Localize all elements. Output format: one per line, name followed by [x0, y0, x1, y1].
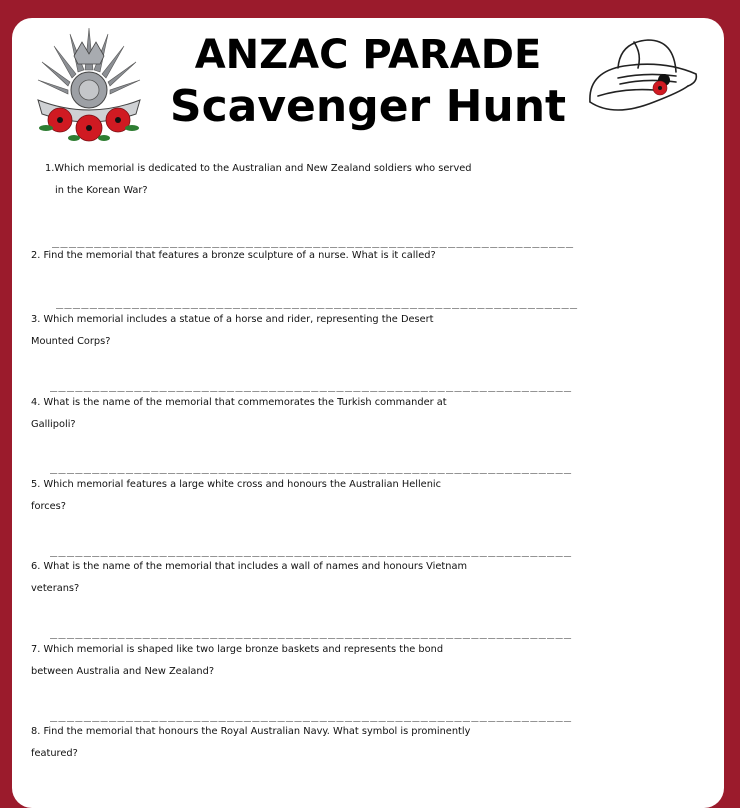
question-1 — [45, 158, 724, 202]
question-3 — [31, 309, 724, 353]
question-3-line-1: 3. Which memorial includes a statue of a horse and rider, representing the Desert — [31, 314, 434, 325]
question-1-line-1: 1.Which memorial is dedicated to the Australian and New Zealand soldiers who served — [45, 163, 472, 174]
title-line-2: Scavenger Hunt — [169, 81, 567, 132]
question-6-line-1: 6. What is the name of the memorial that includes a wall of names and honours Vietnam — [31, 561, 468, 572]
question-8-line-2: featured? — [31, 748, 78, 759]
answer-line-4[interactable]: ______________________________________________________________ — [50, 460, 573, 474]
rising-sun-crest-icon — [30, 24, 148, 144]
question-4 — [31, 392, 724, 436]
page-title — [162, 30, 574, 134]
title-line-1: ANZAC PARADE — [194, 32, 542, 78]
question-3-line-2: Mounted Corps? — [31, 336, 111, 347]
question-5-line-2: forces? — [31, 501, 66, 512]
answer-line-5[interactable]: ______________________________________________________________ — [50, 543, 573, 557]
answer-line-3[interactable]: ______________________________________________________________ — [50, 378, 573, 392]
question-8 — [31, 721, 724, 765]
question-5 — [31, 474, 724, 518]
slouch-hat-icon — [584, 32, 702, 132]
question-2 — [31, 245, 724, 267]
answer-line-7[interactable]: ______________________________________________________________ — [50, 708, 573, 722]
answer-line-6[interactable]: ______________________________________________________________ — [50, 625, 573, 639]
worksheet — [12, 18, 724, 808]
question-4-line-2: Gallipoli? — [31, 419, 76, 430]
answer-line-2[interactable]: ______________________________________________________________ — [56, 295, 579, 309]
question-6-line-2: veterans? — [31, 583, 80, 594]
question-8-line-1: 8. Find the memorial that honours the Royal Australian Navy. What symbol is prominently — [31, 726, 471, 737]
question-4-line-1: 4. What is the name of the memorial that commemorates the Turkish commander at — [31, 397, 447, 408]
answer-line-1[interactable]: ______________________________________________________________ — [52, 234, 575, 248]
question-2-line-1: 2. Find the memorial that features a bronze sculpture of a nurse. What is it called? — [31, 250, 436, 261]
question-5-line-1: 5. Which memorial features a large white cross and honours the Australian Hellenic — [31, 479, 442, 490]
question-7-line-1: 7. Which memorial is shaped like two large bronze baskets and represents the bond — [31, 644, 444, 655]
question-7-line-2: between Australia and New Zealand? — [31, 666, 215, 677]
question-7 — [31, 639, 724, 683]
question-6 — [31, 556, 724, 600]
question-1-line-2: in the Korean War? — [55, 185, 148, 196]
